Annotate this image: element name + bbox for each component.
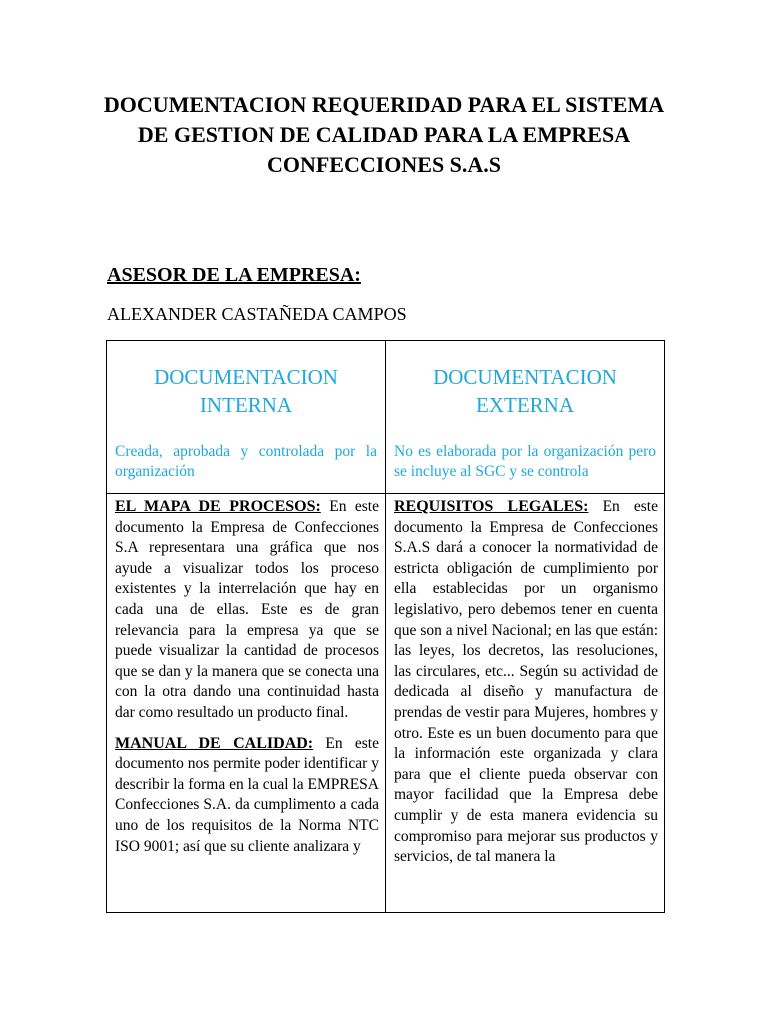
advisor-name: ALEXANDER CASTAÑEDA CAMPOS [107, 304, 407, 324]
legal-requirements-heading: REQUISITOS LEGALES: [394, 498, 589, 515]
quality-manual-heading: MANUAL DE CALIDAD: [115, 734, 314, 752]
process-map-text: En este documento la Empresa de Confecciones S.A representara una gráfica que nos ayude a visualizar todos los proceso existentes y la interrelación que hay en cada una de ellas. Este es de gran relevancia para la empresa ya que se puede visualizar la cantidad de procesos que se dan y la manera que se conecta una con la otra dando una continuidad hasta dar como resultado un producto final. [115, 498, 379, 721]
process-map-paragraph [115, 497, 379, 724]
internal-heading: DOCUMENTACION INTERNA [154, 365, 338, 417]
document-title: DOCUMENTACION REQUERIDAD PARA EL SISTEMA DE GESTION DE CALIDAD PARA LA EMPRESA CONFECCIONES S.A.S [103, 92, 665, 177]
process-map-heading: EL MAPA DE PROCESOS: [115, 498, 321, 515]
internal-header-cell [107, 341, 386, 494]
legal-requirements-text: En este documento la Empresa de Confecciones S.A.S dará a conocer la normatividad de estricta obligación de cumplimiento por ella establecidas por un organismo legislativo, pero debemos tener en cuenta que son a nivel Nacional; en las que están: las leyes, los decretos, las resoluciones, las circulares, etc... Según su actividad de dedicada al diseño y manufactura de prendas de vestir para Mujeres, hombres y otro. Este es un buen documento para que la información este organizada y clara para que el cliente pueda observar con mayor facilidad que la Empresa debe cumplir y de esta manera evidencia su compromiso para mejorar sus productos y servicios, de tal manera la [394, 498, 658, 866]
external-heading: DOCUMENTACION EXTERNA [433, 365, 617, 417]
external-description: No es elaborada por la organización pero se incluye al SGC y se controla [394, 443, 656, 480]
quality-manual-paragraph [115, 734, 379, 858]
internal-body-cell [107, 494, 386, 913]
internal-description: Creada, aprobada y controlada por la organización [115, 443, 377, 480]
documentation-table [106, 340, 665, 913]
advisor-label: ASESOR DE LA EMPRESA: [107, 264, 361, 286]
external-body-cell [386, 494, 665, 913]
quality-manual-text: En este documento nos permite poder identificar y describir la forma en la cual la EMPRESA Confecciones S.A. da cumplimento a cada uno de los requisitos de la Norma NTC ISO 9001; así que su cliente analizara y [115, 734, 379, 855]
external-header-cell [386, 341, 665, 494]
legal-requirements-paragraph [394, 497, 658, 868]
